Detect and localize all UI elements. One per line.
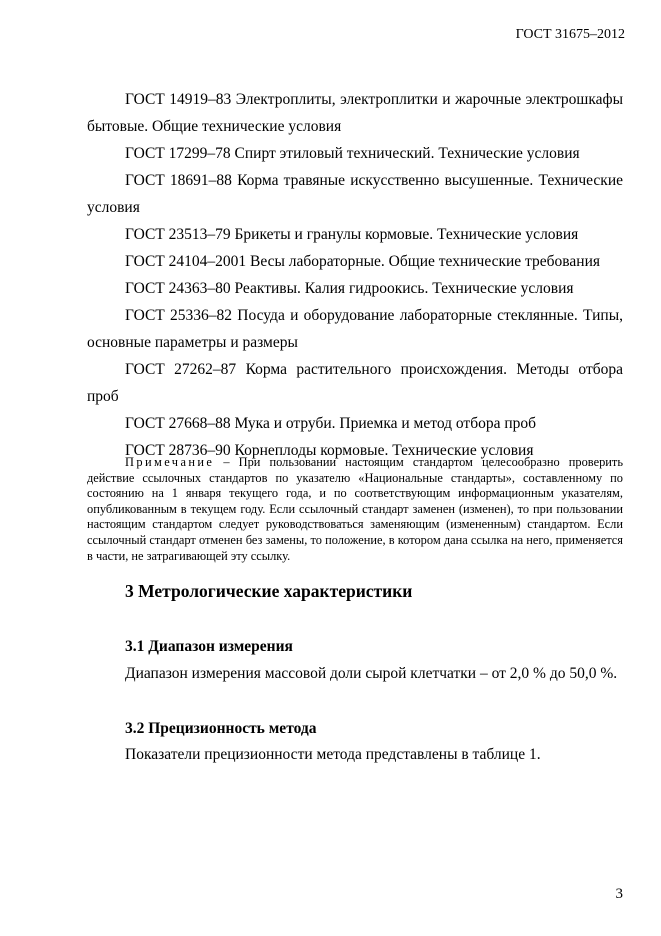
- range-paragraph: Диапазон измерения массовой доли сырой клетчатки – от 2,0 % до 50,0 %.: [125, 665, 618, 682]
- reference-item: ГОСТ 27668–88 Мука и отруби. Приемка и метод отбора проб: [125, 415, 537, 432]
- note-text: – При пользовании настоящим стандартом целесообразно проверить действие ссылочных стандартов по указателю «Национальные стандарты», составленному по состоянию на 1 января текущего года, и по соответствующим информационным указателям, опубликованным в текущем году. Если ссылочный стандарт заменен (изменен), то при пользовании настоящим стандартом следует руководствоваться заменяющим (измененным) стандартом. Если ссылочный стандарт отменен без замены, то положение, в котором дана ссылка на него, применяется в части, не затрагивающей эту ссылку.: [87, 455, 623, 563]
- reference-item: ГОСТ 17299–78 Спирт этиловый технический. Технические условия: [125, 145, 580, 162]
- reference-item: ГОСТ 25336–82 Посуда и оборудование лабораторные стеклянные. Типы, основные параметры и размеры: [87, 307, 623, 351]
- subsection-title-precision: 3.2 Прецизионность метода: [125, 720, 317, 737]
- document-code-header: ГОСТ 31675–2012: [515, 27, 625, 42]
- reference-item: ГОСТ 28736–90 Корнеплоды кормовые. Технические условия: [125, 442, 534, 459]
- reference-item: ГОСТ 24104–2001 Весы лабораторные. Общие технические требования: [125, 253, 600, 270]
- reference-item: ГОСТ 23513–79 Брикеты и гранулы кормовые. Технические условия: [125, 226, 579, 243]
- reference-item: ГОСТ 24363–80 Реактивы. Калия гидроокись. Технические условия: [125, 280, 574, 297]
- reference-list: [87, 86, 623, 464]
- page-number: 3: [615, 886, 623, 902]
- reference-item: ГОСТ 14919–83 Электроплиты, электроплитки и жарочные электрошкафы бытовые. Общие технические условия: [87, 91, 623, 135]
- section-title: 3 Метрологические характеристики: [125, 581, 413, 601]
- note-label: Примечание: [125, 455, 215, 469]
- reference-item: ГОСТ 27262–87 Корма растительного происхождения. Методы отбора проб: [87, 361, 623, 405]
- reference-item: ГОСТ 18691–88 Корма травяные искусственно высушенные. Технические условия: [87, 172, 623, 216]
- precision-paragraph: Показатели прецизионности метода представлены в таблице 1.: [125, 746, 541, 763]
- subsection-title-range: 3.1 Диапазон измерения: [125, 638, 293, 655]
- note-block: [87, 455, 623, 564]
